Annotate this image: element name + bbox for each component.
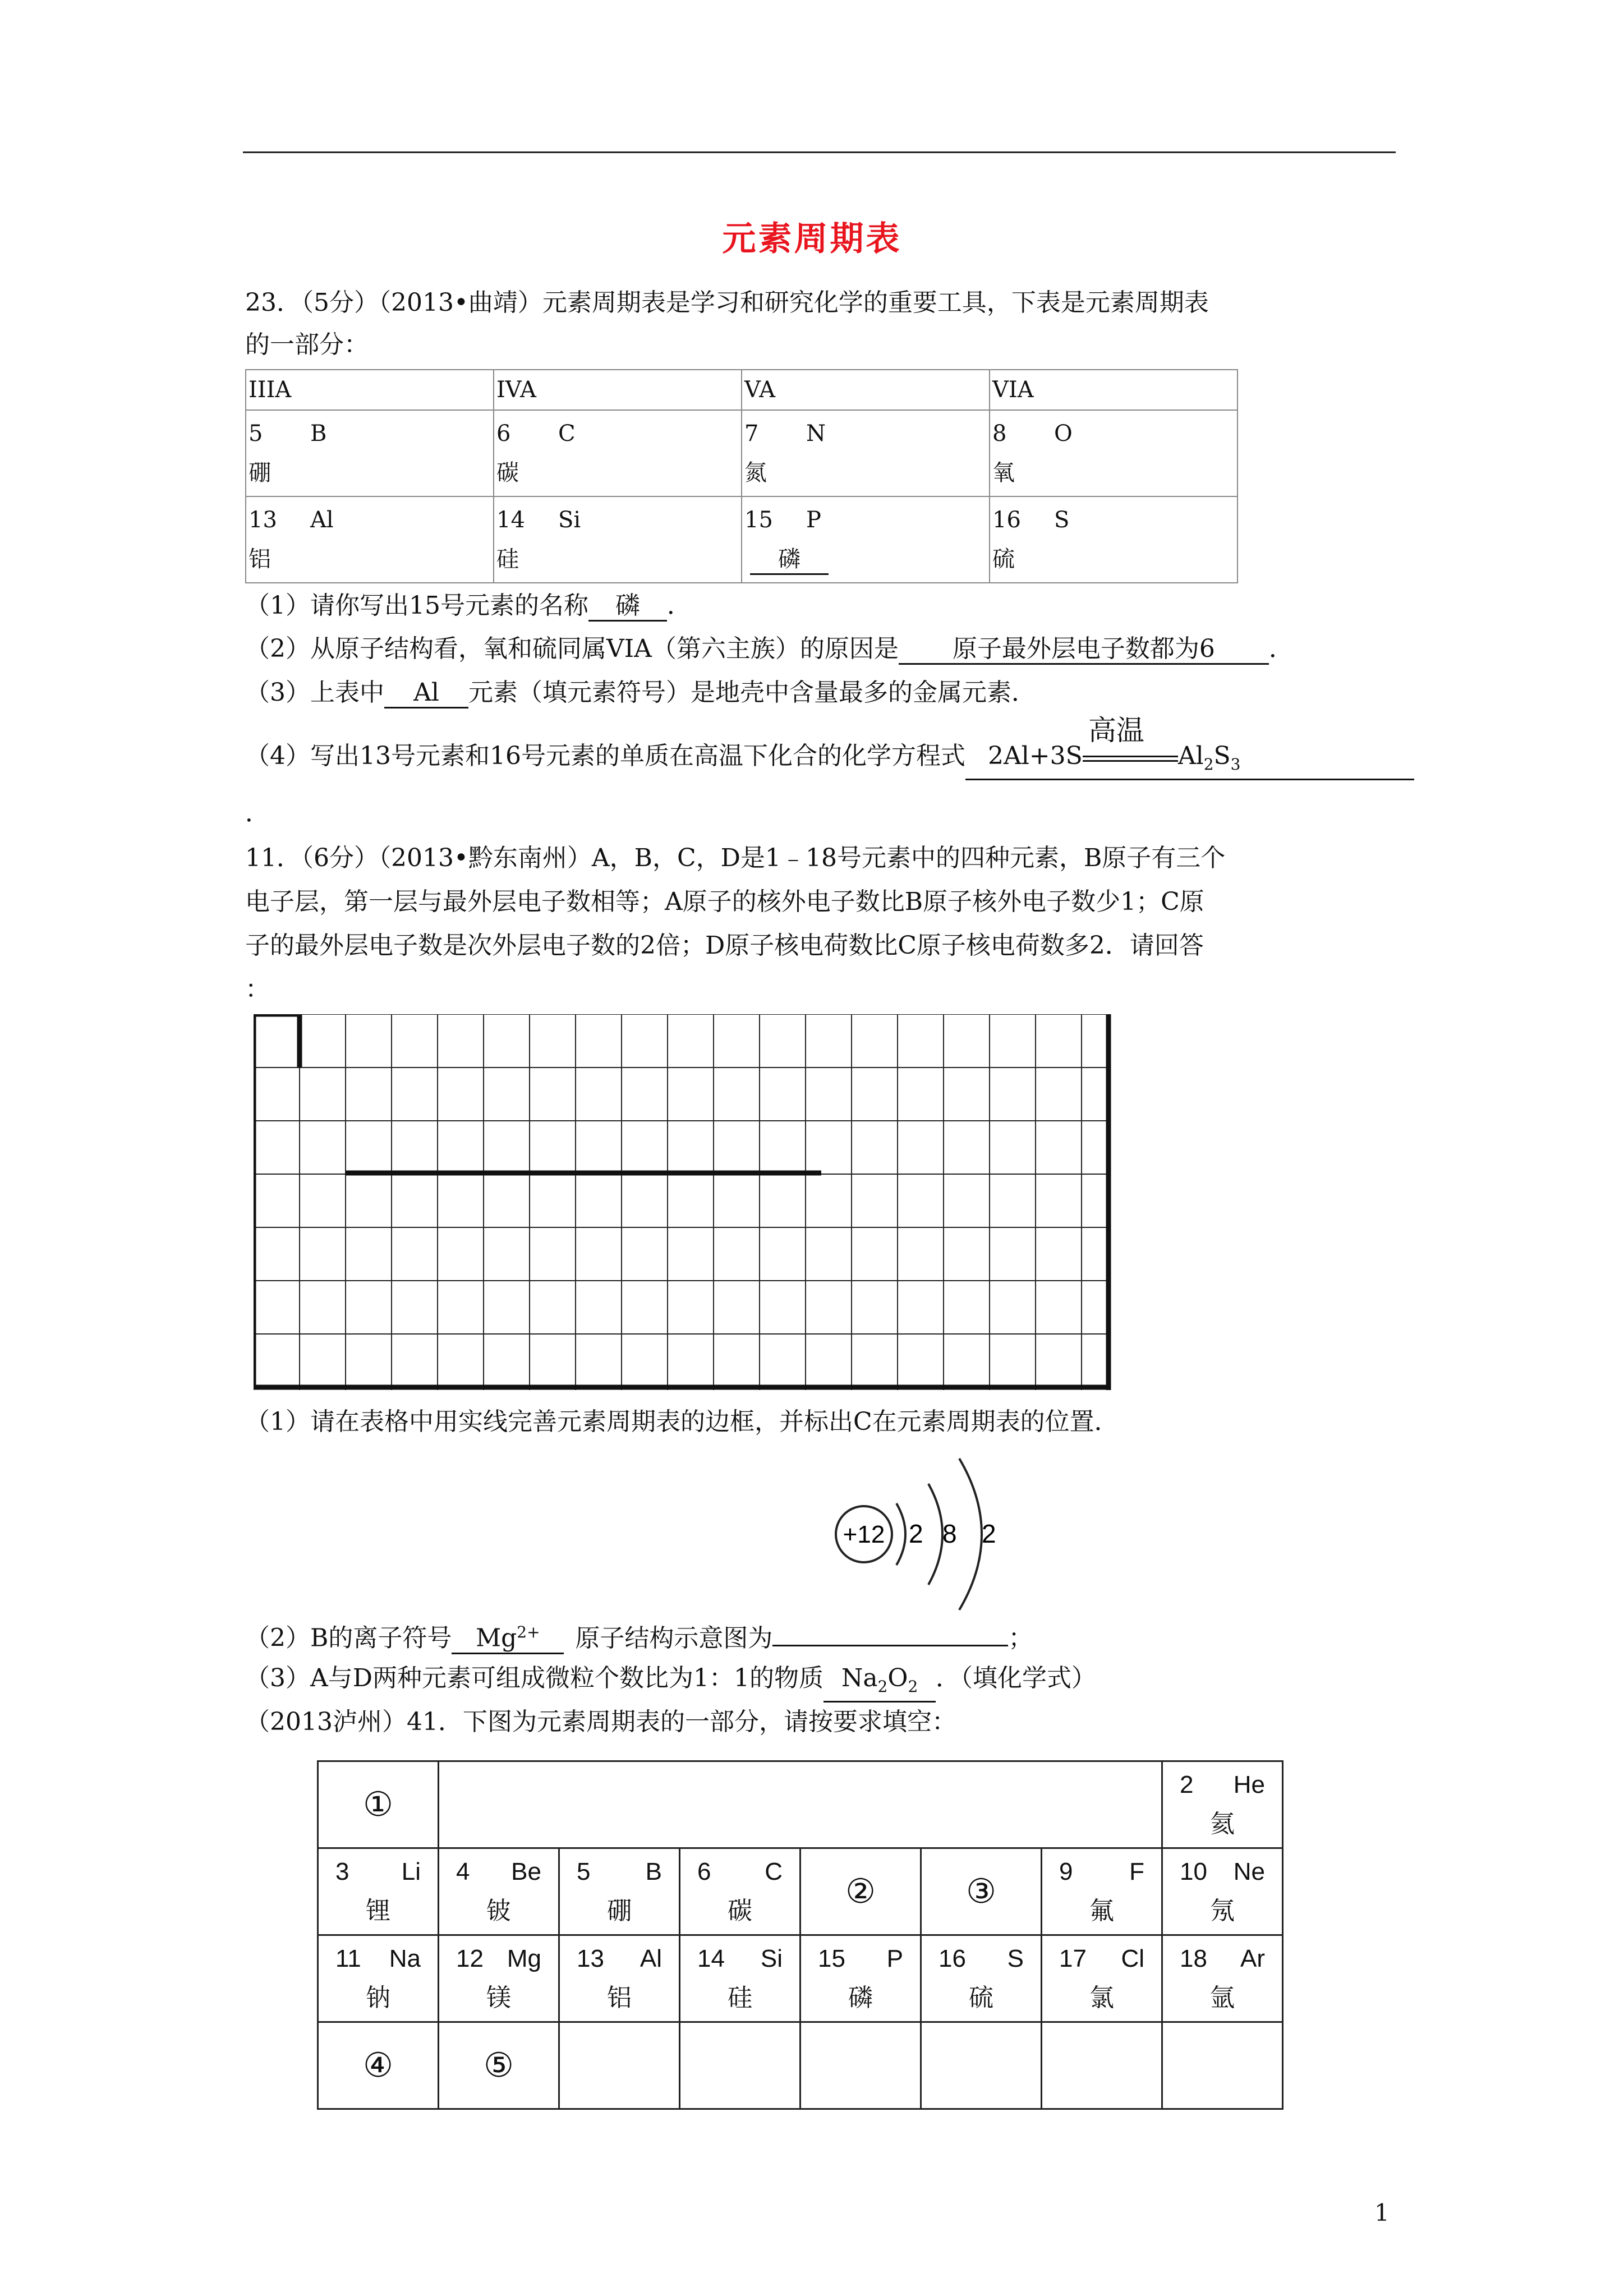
element-cell: 5 B 硼 <box>246 410 494 496</box>
element-cell: 16 S 硫 <box>921 1935 1042 2022</box>
answer-blank: Al <box>384 679 468 708</box>
element-cell: 13 Al 铝 <box>559 1935 680 2022</box>
header-rule <box>243 151 1396 153</box>
blank-marker-2: ② <box>801 1848 921 1935</box>
q11-sub1: （1）请在表格中用实线完善元素周期表的边框，并标出C在元素周期表的位置． <box>245 1407 1119 1436</box>
blank-marker-3: ③ <box>921 1848 1042 1935</box>
q41-intro: （2013泸州）41．下图为元素周期表的一部分，请按要求填空： <box>245 1708 956 1736</box>
group-header: IVA <box>494 370 742 410</box>
empty-cell <box>680 2022 801 2109</box>
element-cell: 17 Cl 氯 <box>1042 1935 1162 2022</box>
svg-text:2: 2 <box>982 1519 996 1548</box>
element-cell: 16 S 硫 <box>990 496 1237 583</box>
blank-marker-4: ④ <box>318 2022 439 2109</box>
element-cell: 6 C 碳 <box>494 410 742 496</box>
element-cell: 15 P 磷 <box>742 496 990 583</box>
q11-intro-line3: 子的最外层电子数是次外层电子数的2倍；D原子核电荷数比C原子核电荷数多2．请回答 <box>245 931 1204 960</box>
group-header: VA <box>742 370 990 410</box>
element-cell: 13 Al 铝 <box>246 496 494 583</box>
svg-text:+12: +12 <box>843 1521 885 1548</box>
element-cell: 5 B 硼 <box>559 1848 680 1935</box>
q41-periodic-table <box>317 1760 1283 2110</box>
page-title: 元素周期表 <box>722 219 902 259</box>
answer-blank: 原子最外层电子数都为6 <box>899 635 1269 665</box>
q23-sub2: （2）从原子结构看，氧和硫同属VIA（第六主族）的原因是 原子最外层电子数都为6 ． <box>245 632 1294 666</box>
q11-intro-line2: 电子层，第一层与最外层电子数相等；A原子的核外电子数比B原子核外电子数少1；C原 <box>245 887 1204 916</box>
element-cell: 11 Na 钠 <box>318 1935 439 2022</box>
empty-cell <box>559 2022 680 2109</box>
answer-blank: 磷 <box>588 592 667 622</box>
element-cell: 14 Si 硅 <box>680 1935 801 2022</box>
element-cell: 12 Mg 镁 <box>439 1935 559 2022</box>
element-cell: 6 C 碳 <box>680 1848 801 1935</box>
q11-intro-line4: ： <box>245 975 270 1004</box>
empty-cell <box>801 2022 921 2109</box>
q11-sub2: （2）B的离子符号 $Mg^{2+}$ 原子结构示意图为 ； <box>245 1618 1033 1655</box>
group-header: IIIA <box>246 370 494 410</box>
svg-text:2: 2 <box>909 1519 923 1548</box>
answer-blank <box>772 1645 1008 1646</box>
element-cell: 18 Ar 氩 <box>1162 1935 1283 2022</box>
q11-intro-line1: 11．（6分）（2013•黔东南州）A，B，C，D是1﹣18号元素中的四种元素，B原子有三个 <box>245 844 1226 872</box>
formula-al2s3: $Al_2S_3$ <box>1177 742 1241 774</box>
element-cell: 8 O 氧 <box>990 410 1237 496</box>
element-cell: 3 Li 锂 <box>318 1848 439 1935</box>
element-cell: 9 F 氟 <box>1042 1848 1162 1935</box>
element-cell: 10 Ne 氖 <box>1162 1848 1283 1935</box>
group-header: VIA <box>990 370 1237 410</box>
periodic-grid[interactable] <box>254 1014 1117 1401</box>
empty-span <box>439 1761 1162 1848</box>
element-cell: 15 P 磷 <box>801 1935 921 2022</box>
element-cell: 4 Be 铍 <box>439 1848 559 1935</box>
q23-sub4: （4）写出13号元素和16号元素的单质在高温下化合的化学方程式 2Al+3S 高温 $Al_2S_3$ <box>245 739 1414 780</box>
svg-text:8: 8 <box>942 1519 957 1548</box>
q11-sub3: （3）A与D两种元素可组成微粒个数比为1：1的物质 $Na_2O_2$ ．（填化学式） <box>245 1662 1096 1703</box>
q23-intro-line1: 23．（5分）（2013•曲靖）元素周期表是学习和研究化学的重要工具，下表是元素周期表 <box>245 288 1209 317</box>
q23-sub1: （1）请你写出15号元素的名称 磷 ． <box>245 589 692 623</box>
element-cell: 2 He 氦 <box>1162 1761 1283 1848</box>
blank-marker-5: ⑤ <box>439 2022 559 2109</box>
element-cell: 14 Si 硅 <box>494 496 742 583</box>
q23-sub3: （3）上表中 Al 元素（填元素符号）是地壳中含量最多的金属元素． <box>245 676 1036 710</box>
answer-blank: $Mg^{2+}$ <box>452 1618 564 1654</box>
atom-structure-diagram <box>825 1447 1066 1616</box>
q23-sub4-tail: ． <box>245 799 270 827</box>
answer-blank: $Na_2O_2$ <box>823 1664 936 1703</box>
page-number: 1 <box>1374 2199 1390 2226</box>
element-cell: 7 N 氮 <box>742 410 990 496</box>
blank-marker-1: ① <box>318 1761 439 1848</box>
empty-cell <box>921 2022 1042 2109</box>
q23-element-table <box>245 369 1238 583</box>
q23-intro-line2: 的一部分： <box>245 330 369 359</box>
empty-cell <box>1042 2022 1162 2109</box>
empty-cell <box>1162 2022 1283 2109</box>
